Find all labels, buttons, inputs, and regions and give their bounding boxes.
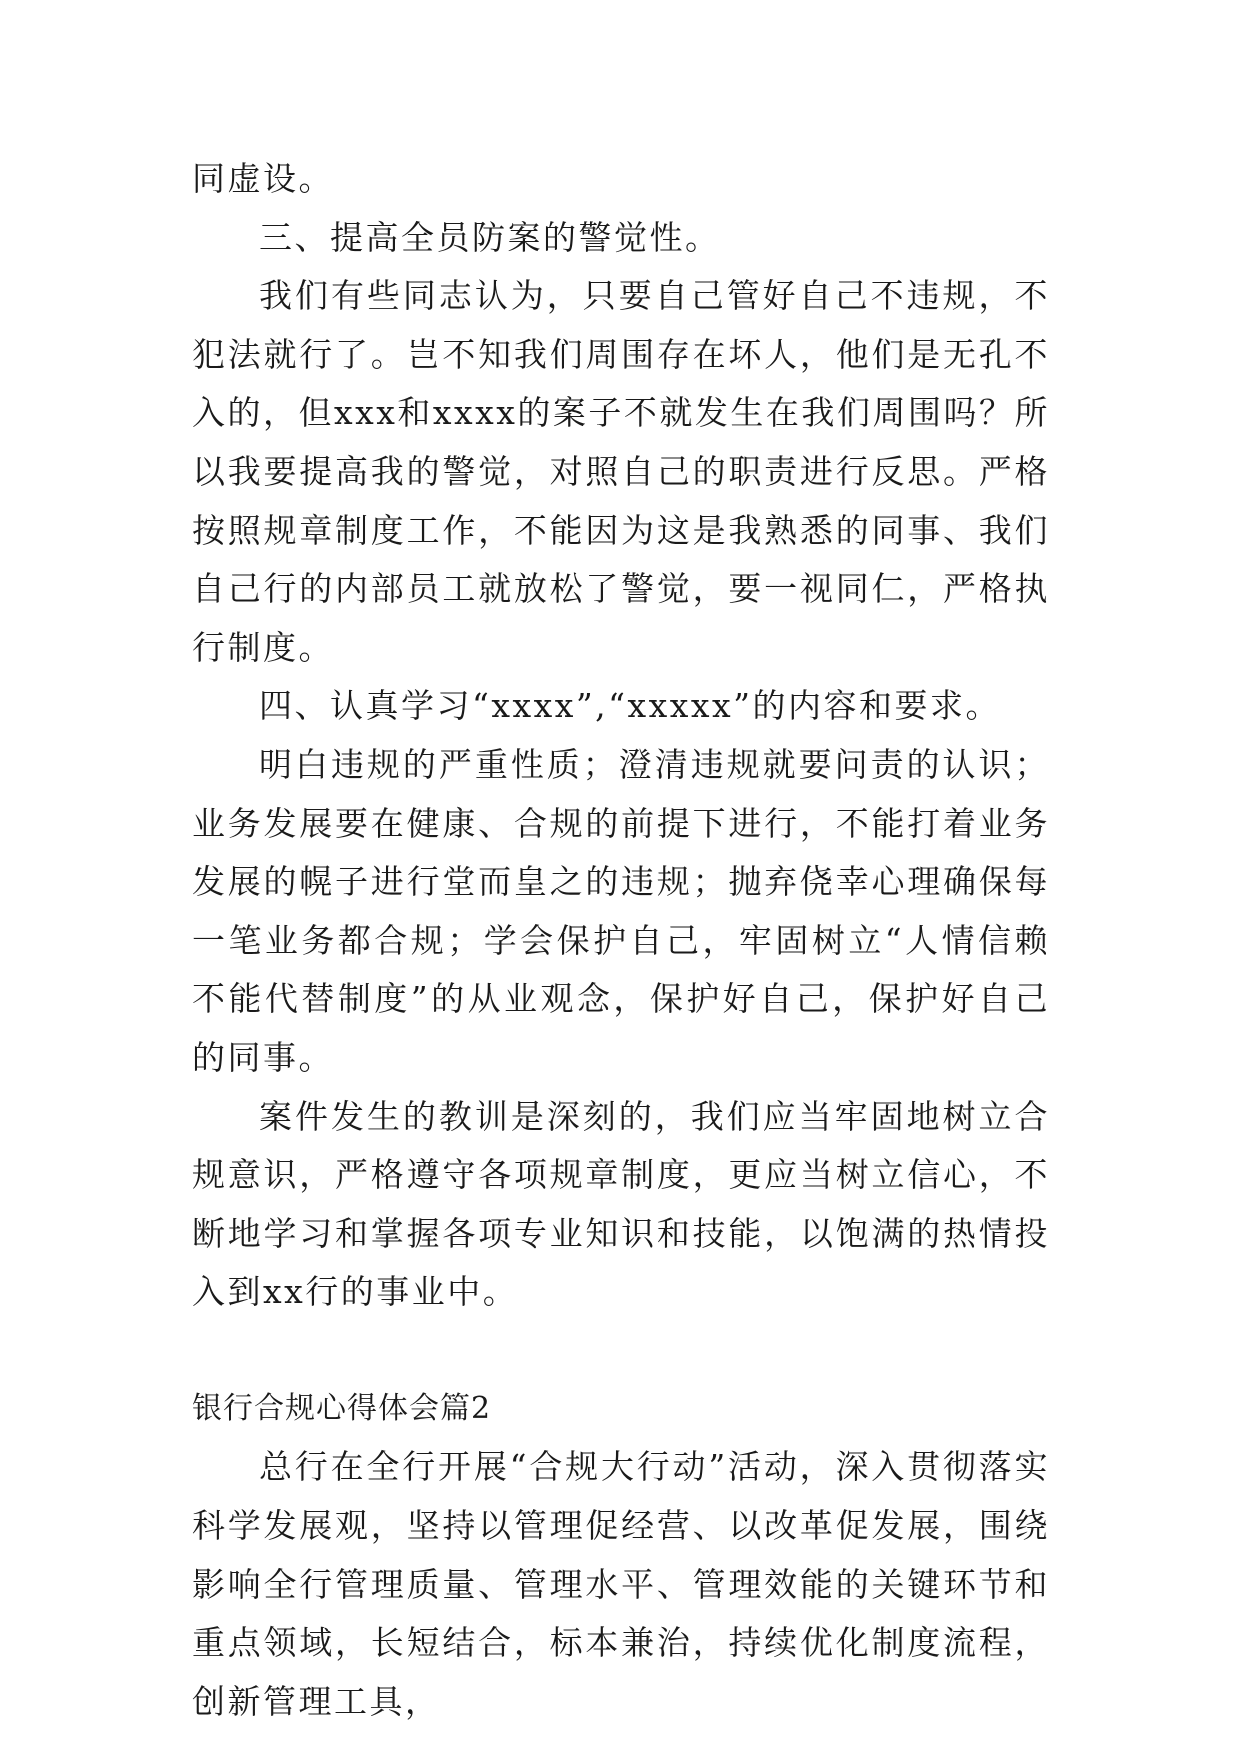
section-heading-4: 四、认真学习“xxxx”,“xxxxx”的内容和要求。 — [259, 686, 1001, 726]
section-gap — [192, 1322, 1050, 1380]
paragraph-4: 明白违规的严重性质；澄清违规就要问责的认识；业务发展要在健康、合规的前提下进行，不能打着业务发展的幌子进行堂而皇之的违规；抛弃侥幸心理确保每一笔业务都合规；学会保护自己，牢固树立“人情信赖不能代替制度”的从业观念，保护好自己，保护好自己的同事。 — [192, 744, 1050, 1077]
document-page — [192, 150, 1050, 1731]
paragraph-2: 我们有些同志认为，只要自己管好自己不违规，不犯法就行了。岂不知我们周围存在坏人，他们是无孔不入的，但xxx和xxxx的案子不就发生在我们周围吗？所以我要提高我的警觉，对照自己的职责进行反思。严格按照规章制度工作，不能因为这是我熟悉的同事、我们自己行的内部员工就放松了警觉，要一视同仁，严格执行制度。 — [192, 276, 1050, 667]
paragraph-5: 案件发生的教训是深刻的，我们应当牢固地树立合规意识，严格遵守各项规章制度，更应当树立信心，不断地学习和掌握各项专业知识和技能，以饱满的热情投入到xx行的事业中。 — [192, 1096, 1050, 1312]
section2-title: 银行合规心得体会篇2 — [192, 1390, 492, 1426]
section-heading-3: 三、提高全员防案的警觉性。 — [259, 217, 721, 257]
paragraph-0: 同虚设。 — [192, 159, 334, 198]
section2-paragraph-0: 总行在全行开展“合规大行动”活动，深入贯彻落实科学发展观，坚持以管理促经营、以改革促发展，围绕影响全行管理质量、管理水平、管理效能的关键环节和重点领域，长短结合，标本兼治，持续优化制度流程，创新管理工具， — [192, 1447, 1050, 1721]
